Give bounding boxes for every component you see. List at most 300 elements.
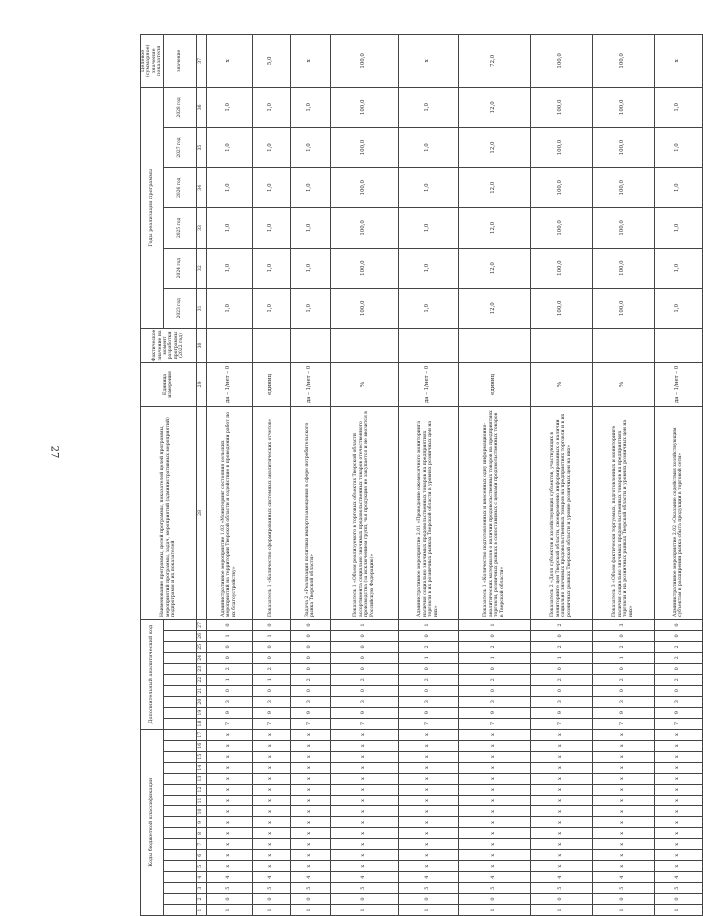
column-index: 4 — [196, 872, 206, 883]
code-cell: x — [530, 795, 592, 806]
code-cell: 0 — [654, 894, 702, 905]
table-row — [398, 35, 458, 916]
code-cell: 0 — [654, 630, 702, 641]
code-cell: 7 — [206, 718, 252, 729]
year-value-cell: 1,0 — [290, 127, 330, 167]
page-number: 27 — [48, 445, 60, 459]
code-cell: 9 — [252, 707, 290, 718]
column-index: 23 — [196, 663, 206, 674]
fact-cell — [654, 328, 702, 362]
code-cell: 4 — [330, 872, 398, 883]
table-row — [290, 35, 330, 916]
code-cell: 2 — [398, 641, 458, 652]
year-value-cell: 1,0 — [398, 87, 458, 127]
code-cell: 2 — [252, 663, 290, 674]
code-cell: 0 — [330, 630, 398, 641]
code-cell: 0 — [530, 663, 592, 674]
final-value-cell: x — [398, 35, 458, 88]
header-code-subcell — [163, 641, 196, 652]
header-code-subcell — [163, 861, 196, 872]
code-cell: 3 — [206, 696, 252, 707]
final-value-cell: 100,0 — [330, 35, 398, 88]
column-index: 5 — [196, 861, 206, 872]
code-cell: 9 — [458, 707, 530, 718]
column-index: 37 — [196, 35, 206, 88]
year-value-cell: 1,0 — [398, 248, 458, 288]
code-cell: 1 — [530, 905, 592, 916]
header-group-row — [141, 35, 164, 916]
code-cell: 5 — [252, 883, 290, 894]
code-cell: 0 — [290, 630, 330, 641]
code-cell: x — [252, 850, 290, 861]
code-cell: 2 — [530, 619, 592, 630]
year-value-cell: 1,0 — [206, 248, 252, 288]
column-index: 15 — [196, 751, 206, 762]
code-cell: x — [206, 751, 252, 762]
year-value-cell: 100,0 — [592, 168, 654, 208]
header-year: 2024 год — [163, 248, 196, 288]
code-cell: 0 — [252, 619, 290, 630]
header-code-subcell — [163, 696, 196, 707]
header-code-subcell — [163, 619, 196, 630]
unit-cell: % — [592, 363, 654, 407]
code-cell: x — [206, 861, 252, 872]
code-cell: x — [206, 740, 252, 751]
code-cell: 2 — [654, 674, 702, 685]
year-value-cell: 1,0 — [398, 127, 458, 167]
indicator-name: Показатель 1 «Объем реализуемого в торговых объектах Тверской области ассортимента социально значимых продовольственных товаров отечественного производства (за исключением групп, чья продукция не закупается и не ввозится в Российскую Федерацию)» — [330, 406, 398, 619]
code-cell: x — [654, 795, 702, 806]
code-cell: 9 — [530, 707, 592, 718]
year-value-cell: 1,0 — [290, 288, 330, 328]
code-cell: x — [252, 839, 290, 850]
code-cell: x — [206, 850, 252, 861]
column-index: 2 — [196, 894, 206, 905]
code-cell: x — [330, 828, 398, 839]
header-code-subcell — [163, 729, 196, 740]
indicator-name: Показатель 2 «Доля субъектов и хозяйствующих субъектов, участвующих в мониторинге цен Тверской области, своевременно информированных о наличии социально значимых продовольственных товаров на предприятиях торговли и в их розничных рынках Тверской области и уровне розничных цен на них» — [530, 406, 592, 619]
unit-cell: % — [330, 363, 398, 407]
indicator-name: Административное мероприятие 2.01 «Проведение ежемесячного мониторинга наличия социально значимых продовольственных товаров на предприятиях торговли в их розничных рынках Тверской области в уровнях розничных цен на них» — [398, 406, 458, 619]
code-cell: 0 — [330, 685, 398, 696]
code-cell: 0 — [252, 894, 290, 905]
year-value-cell: 100,0 — [592, 248, 654, 288]
code-cell: 5 — [206, 883, 252, 894]
code-cell: 1 — [530, 652, 592, 663]
code-cell: 7 — [458, 718, 530, 729]
code-cell: 2 — [458, 641, 530, 652]
year-value-cell: 1,0 — [252, 168, 290, 208]
year-value-cell: 1,0 — [252, 288, 290, 328]
year-value-cell: 100,0 — [330, 288, 398, 328]
code-cell: 0 — [330, 641, 398, 652]
header-code-subcell — [163, 707, 196, 718]
code-cell: x — [530, 828, 592, 839]
year-value-cell: 12,0 — [458, 168, 530, 208]
code-cell: 1 — [398, 619, 458, 630]
code-cell: 0 — [252, 685, 290, 696]
code-cell: x — [530, 751, 592, 762]
code-cell: x — [592, 773, 654, 784]
code-cell: 5 — [654, 883, 702, 894]
header-code-subcell — [163, 894, 196, 905]
header-code-subcell — [163, 630, 196, 641]
code-cell: 1 — [398, 652, 458, 663]
code-cell: x — [290, 762, 330, 773]
code-cell: x — [530, 740, 592, 751]
table-row — [654, 35, 702, 916]
year-value-cell: 1,0 — [206, 127, 252, 167]
code-cell: 2 — [654, 652, 702, 663]
code-cell: 3 — [592, 619, 654, 630]
header-code-subcell — [163, 839, 196, 850]
column-index: 25 — [196, 641, 206, 652]
header-code-subcell — [163, 762, 196, 773]
code-cell: 7 — [592, 718, 654, 729]
column-index: 18 — [196, 718, 206, 729]
code-cell: 1 — [330, 619, 398, 630]
year-value-cell: 1,0 — [206, 288, 252, 328]
indicator-name: Административное мероприятие 1.03 «Мониторинг состояния сельских мероприятий на территории Тверской области и содействие в проведении работ по их благоустройству» — [206, 406, 252, 619]
year-value-cell: 1,0 — [206, 208, 252, 248]
code-cell: 0 — [458, 894, 530, 905]
code-cell: x — [458, 806, 530, 817]
column-index: 19 — [196, 707, 206, 718]
code-cell: 0 — [654, 619, 702, 630]
code-cell: x — [330, 740, 398, 751]
code-cell: x — [530, 839, 592, 850]
table-row — [458, 35, 530, 916]
year-value-cell: 100,0 — [530, 168, 592, 208]
code-cell: 2 — [330, 674, 398, 685]
code-cell: 0 — [206, 641, 252, 652]
code-cell: 1 — [252, 905, 290, 916]
year-value-cell: 12,0 — [458, 87, 530, 127]
year-value-cell: 100,0 — [592, 127, 654, 167]
header-code-subcell — [163, 718, 196, 729]
header-final-group: Целевое (суммарное) значение показателя — [141, 35, 164, 88]
year-value-cell: 100,0 — [592, 288, 654, 328]
year-value-cell: 1,0 — [654, 248, 702, 288]
header-code-subcell — [163, 850, 196, 861]
code-cell: 2 — [290, 674, 330, 685]
code-cell: x — [654, 729, 702, 740]
column-index: 36 — [196, 87, 206, 127]
code-cell: x — [398, 850, 458, 861]
code-cell: x — [206, 729, 252, 740]
code-cell: x — [290, 828, 330, 839]
code-cell: 1 — [206, 630, 252, 641]
year-value-cell: 100,0 — [530, 288, 592, 328]
code-cell: 0 — [398, 685, 458, 696]
header-code-subcell — [163, 795, 196, 806]
fact-cell — [290, 328, 330, 362]
code-cell: x — [592, 806, 654, 817]
code-cell: 0 — [206, 619, 252, 630]
code-cell: x — [252, 751, 290, 762]
code-cell: 3 — [398, 696, 458, 707]
code-cell: 0 — [290, 619, 330, 630]
code-cell: 0 — [530, 894, 592, 905]
code-cell: 0 — [458, 630, 530, 641]
unit-cell: единиц — [252, 363, 290, 407]
code-cell: 0 — [252, 652, 290, 663]
code-cell: 3 — [252, 696, 290, 707]
year-value-cell: 1,0 — [290, 248, 330, 288]
header-year: 2023 год — [163, 288, 196, 328]
code-cell: x — [654, 784, 702, 795]
code-cell: 0 — [592, 894, 654, 905]
code-cell: 2 — [398, 674, 458, 685]
code-cell: x — [290, 850, 330, 861]
table-body — [206, 35, 702, 916]
code-cell: x — [252, 784, 290, 795]
code-cell: x — [290, 773, 330, 784]
code-cell: x — [206, 806, 252, 817]
header-final-value-label: значение — [163, 35, 196, 88]
header-code-subcell — [163, 663, 196, 674]
indicator-name: Показатель 1 «Количество сформированных системных аналитических отчетов» — [252, 406, 290, 619]
code-cell: x — [330, 850, 398, 861]
final-value-cell: x — [290, 35, 330, 88]
header-code-subcell — [163, 652, 196, 663]
code-cell: x — [206, 839, 252, 850]
code-cell: x — [398, 828, 458, 839]
year-value-cell: 100,0 — [330, 87, 398, 127]
code-cell: x — [252, 773, 290, 784]
code-cell: 0 — [330, 894, 398, 905]
column-index: 20 — [196, 696, 206, 707]
year-value-cell: 100,0 — [330, 208, 398, 248]
indicator-name: Показатель 3 «Объем фактически торгуемых, подготовленных и мониторинге наличия социально значимых продовольственных товаров на предприятиях торговли и на розничных рынках Тверской области и уровнях розничных цен на них» — [592, 406, 654, 619]
column-index: 26 — [196, 630, 206, 641]
column-index: 12 — [196, 784, 206, 795]
indicators-table — [140, 34, 703, 916]
column-index: 35 — [196, 127, 206, 167]
code-cell: x — [206, 762, 252, 773]
unit-cell: % — [530, 363, 592, 407]
code-cell: x — [592, 839, 654, 850]
header-unit: Единица измерения — [141, 363, 197, 407]
code-cell: 7 — [330, 718, 398, 729]
code-cell: 1 — [592, 652, 654, 663]
final-value-cell: x — [654, 35, 702, 88]
code-cell: 1 — [252, 674, 290, 685]
header-code-subcell — [163, 817, 196, 828]
code-cell: x — [290, 740, 330, 751]
code-cell: 2 — [458, 674, 530, 685]
header-code-subcell — [163, 905, 196, 916]
code-cell: 0 — [592, 663, 654, 674]
code-cell: x — [654, 762, 702, 773]
code-cell: x — [592, 817, 654, 828]
code-cell: x — [398, 839, 458, 850]
code-cell: 3 — [290, 696, 330, 707]
code-cell: 1 — [458, 619, 530, 630]
code-cell: x — [458, 729, 530, 740]
year-value-cell: 100,0 — [330, 127, 398, 167]
year-value-cell: 1,0 — [252, 208, 290, 248]
code-cell: x — [592, 740, 654, 751]
code-cell: 7 — [290, 718, 330, 729]
code-cell: 0 — [290, 641, 330, 652]
code-cell: 3 — [654, 696, 702, 707]
fact-cell — [530, 328, 592, 362]
year-value-cell: 100,0 — [530, 248, 592, 288]
code-cell: 0 — [530, 685, 592, 696]
code-cell: x — [330, 729, 398, 740]
code-cell: x — [398, 861, 458, 872]
final-value-cell: 5,0 — [252, 35, 290, 88]
code-cell: 0 — [330, 652, 398, 663]
code-cell: x — [398, 740, 458, 751]
code-cell: x — [398, 751, 458, 762]
indicator-name: Задача 2 «Реализация политики импортозамещения в сфере потребительского рынка Тверской области» — [290, 406, 330, 619]
column-index: 9 — [196, 817, 206, 828]
code-cell: x — [530, 806, 592, 817]
code-cell: x — [398, 729, 458, 740]
code-cell: 7 — [398, 718, 458, 729]
column-index: 24 — [196, 652, 206, 663]
code-cell: x — [330, 806, 398, 817]
header-code-subcell — [163, 806, 196, 817]
final-value-cell: 72,0 — [458, 35, 530, 88]
header-code-subcell — [163, 872, 196, 883]
unit-cell: да – 1/нет – 0 — [654, 363, 702, 407]
code-cell: x — [654, 817, 702, 828]
year-value-cell: 100,0 — [530, 208, 592, 248]
header-code-subcell — [163, 685, 196, 696]
code-cell: x — [252, 861, 290, 872]
code-cell: 0 — [398, 630, 458, 641]
code-cell: x — [330, 762, 398, 773]
year-value-cell: 1,0 — [206, 168, 252, 208]
code-cell: x — [654, 751, 702, 762]
code-cell: 0 — [458, 663, 530, 674]
code-cell: 0 — [206, 652, 252, 663]
code-cell: x — [592, 828, 654, 839]
year-value-cell: 1,0 — [654, 168, 702, 208]
code-cell: x — [398, 806, 458, 817]
year-value-cell: 12,0 — [458, 127, 530, 167]
header-year: 2026 год — [163, 168, 196, 208]
table-row — [592, 35, 654, 916]
code-cell: 1 — [398, 905, 458, 916]
code-cell: 2 — [592, 674, 654, 685]
code-cell: x — [290, 751, 330, 762]
code-cell: x — [458, 850, 530, 861]
code-cell: 4 — [458, 872, 530, 883]
fact-cell — [206, 328, 252, 362]
code-cell: 0 — [290, 685, 330, 696]
code-cell: 4 — [592, 872, 654, 883]
fact-cell — [330, 328, 398, 362]
column-index: 34 — [196, 168, 206, 208]
program-indicators-table-sheet — [140, 34, 684, 916]
code-cell: x — [330, 839, 398, 850]
header-name: Наименование программы, целей программы, показателей целей программы, мероприятий программы, задач, мероприятий (административных мероприятий) подпрограмм и их показателей — [141, 406, 197, 619]
code-cell: 4 — [654, 872, 702, 883]
code-cell: x — [654, 850, 702, 861]
column-index: 11 — [196, 795, 206, 806]
code-cell: 1 — [290, 905, 330, 916]
code-cell: x — [458, 828, 530, 839]
code-cell: x — [654, 773, 702, 784]
code-cell: x — [458, 762, 530, 773]
code-cell: x — [398, 762, 458, 773]
year-value-cell: 1,0 — [398, 208, 458, 248]
fact-cell — [592, 328, 654, 362]
table-row — [530, 35, 592, 916]
code-cell: x — [290, 861, 330, 872]
year-value-cell: 100,0 — [330, 248, 398, 288]
code-cell: x — [206, 773, 252, 784]
code-cell: x — [206, 817, 252, 828]
unit-cell: да – 1/нет – 0 — [206, 363, 252, 407]
header-code-subcell — [163, 883, 196, 894]
code-cell: 7 — [530, 718, 592, 729]
code-cell: 5 — [592, 883, 654, 894]
code-cell: 0 — [290, 663, 330, 674]
code-cell: 4 — [252, 872, 290, 883]
code-cell: x — [252, 817, 290, 828]
year-value-cell: 1,0 — [206, 87, 252, 127]
code-cell: x — [290, 784, 330, 795]
code-cell: 0 — [252, 641, 290, 652]
code-cell: 4 — [290, 872, 330, 883]
code-cell: 1 — [206, 905, 252, 916]
code-cell: x — [654, 740, 702, 751]
code-cell: x — [530, 861, 592, 872]
code-cell: x — [398, 773, 458, 784]
year-value-cell: 1,0 — [290, 168, 330, 208]
code-cell: x — [592, 729, 654, 740]
code-cell: 0 — [458, 685, 530, 696]
final-value-cell: x — [206, 35, 252, 88]
code-cell: 9 — [330, 707, 398, 718]
code-cell: 1 — [458, 905, 530, 916]
code-cell: x — [592, 751, 654, 762]
code-cell: 3 — [592, 696, 654, 707]
code-cell: x — [330, 751, 398, 762]
header-fact: Фактическое значение на момент разработки программы (2022 год) — [141, 328, 197, 362]
code-cell: 3 — [530, 696, 592, 707]
unit-cell: да – 1/нет – 0 — [398, 363, 458, 407]
code-cell: x — [398, 784, 458, 795]
code-cell: 5 — [330, 883, 398, 894]
column-index: 13 — [196, 773, 206, 784]
code-cell: x — [290, 839, 330, 850]
code-cell: x — [206, 828, 252, 839]
column-index: 8 — [196, 828, 206, 839]
column-index: 29 — [196, 363, 206, 407]
code-cell: x — [530, 729, 592, 740]
code-cell: x — [654, 861, 702, 872]
code-cell: 1 — [458, 652, 530, 663]
header-code-subcell — [163, 828, 196, 839]
header-code-subcell — [163, 740, 196, 751]
header-code-subcell — [163, 784, 196, 795]
column-index: 28 — [196, 406, 206, 619]
code-cell: x — [252, 795, 290, 806]
code-cell: x — [330, 795, 398, 806]
column-index: 33 — [196, 208, 206, 248]
code-cell: x — [458, 740, 530, 751]
code-cell: x — [252, 828, 290, 839]
code-cell: 9 — [654, 707, 702, 718]
column-index: 7 — [196, 839, 206, 850]
code-cell: 2 — [592, 641, 654, 652]
